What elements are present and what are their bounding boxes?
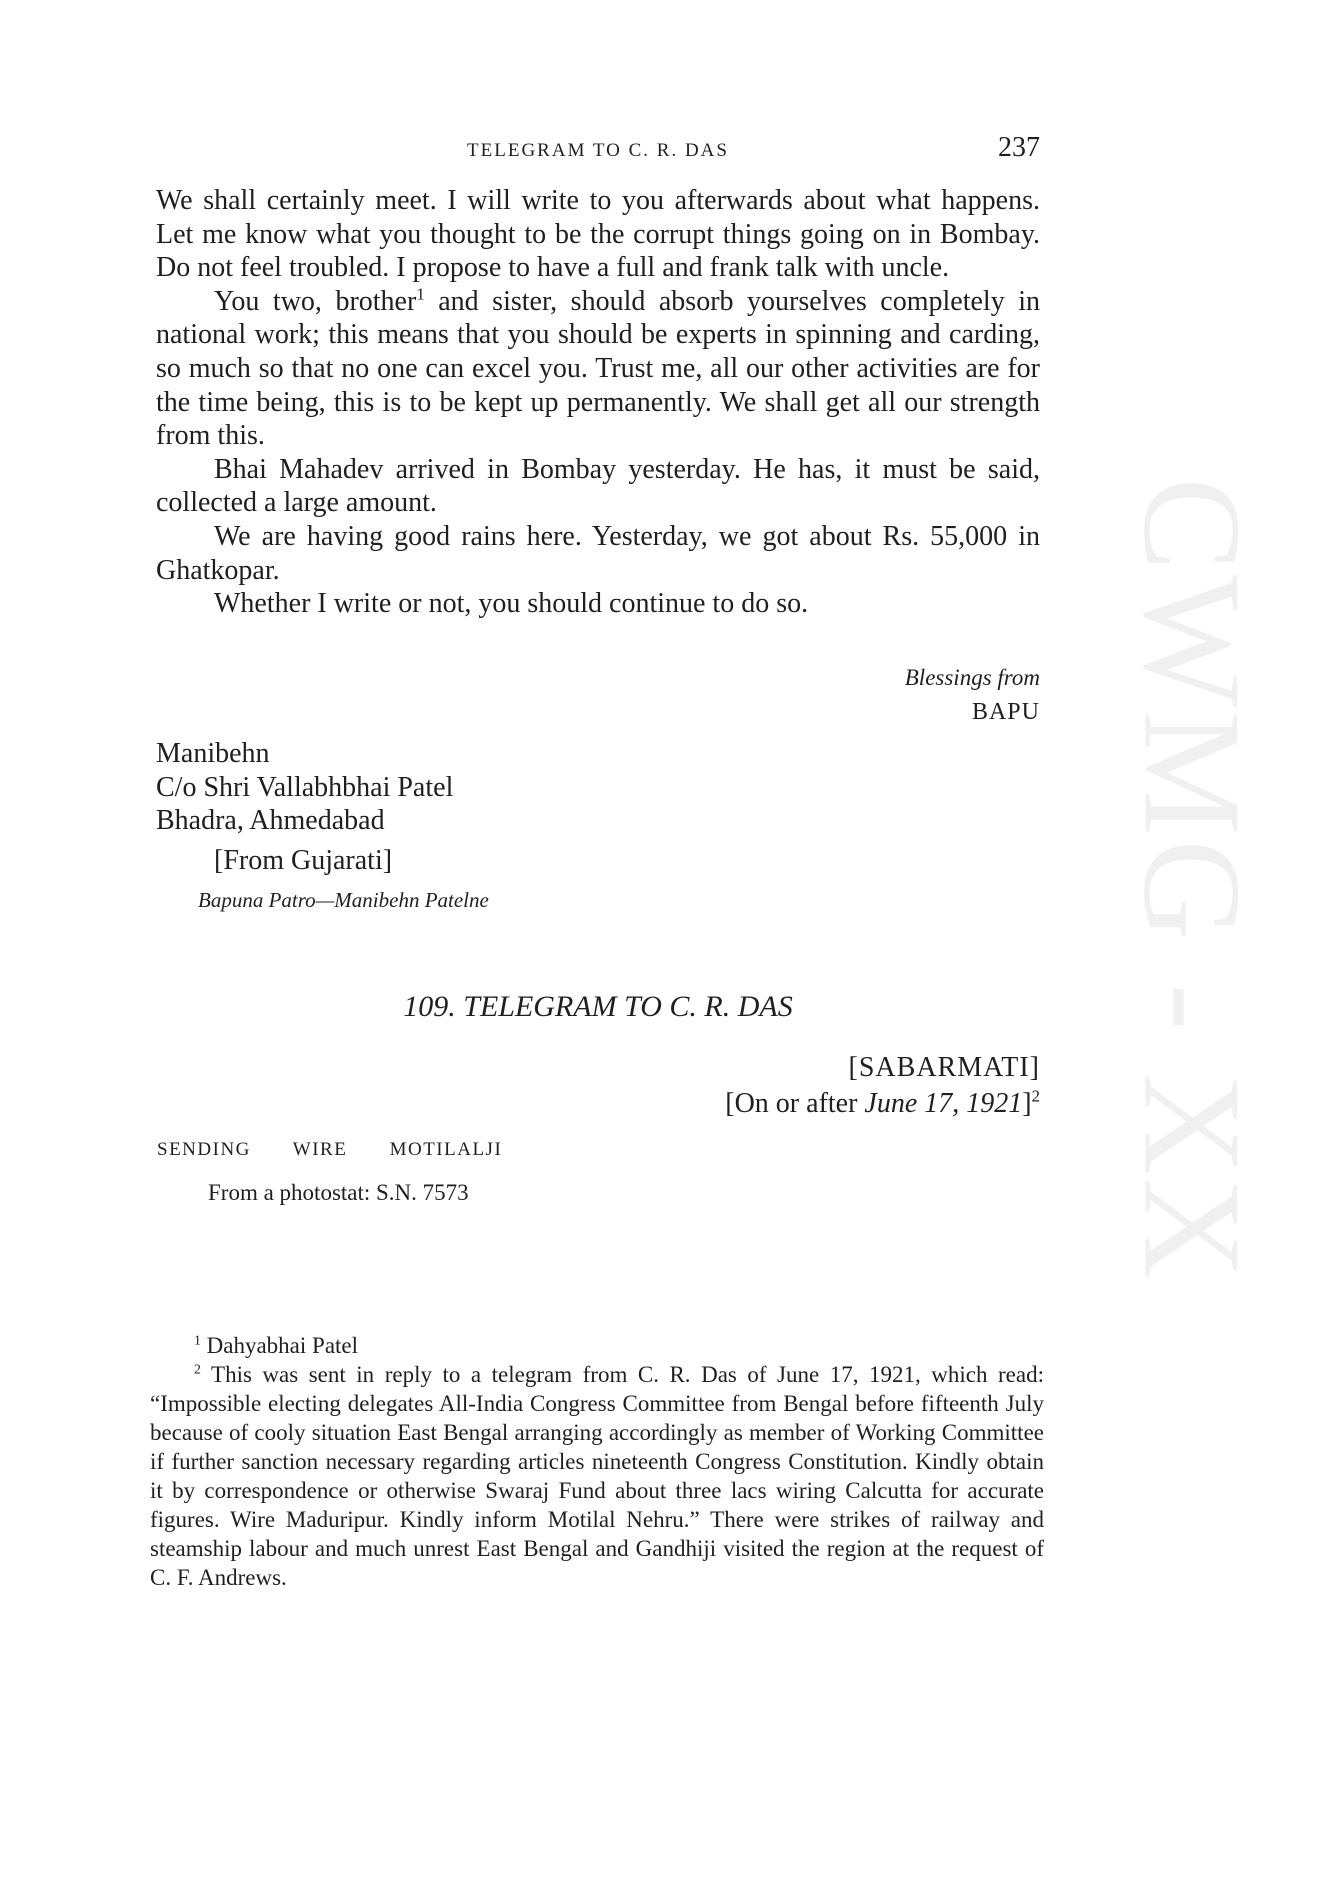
footnote [150,1331,1044,1360]
date-italic: June 17, 1921 [864,1088,1023,1119]
address-line: Bhadra, Ahmedabad [156,805,385,837]
page-number: 237 [998,132,1040,163]
signature: BAPU [971,699,1040,725]
telegram-text: SENDING WIRE MOTILALJI [157,1139,503,1160]
footnote-text: This was sent in reply to a telegram from C. R. Das of June 17, 1921, which read: “Impossible electing delegates All-India Congress Committee from Bengal before fifteenth July because of cooly situation East Bengal arranging accordingly as member of Working Committee if further sanction necessary regarding articles nineteenth Congress Constitution. Kindly obtain it by correspondence or otherwise Swaraj Fund about three lacs wiring Calcutta for accurate figures. Wire Maduripur. Kindly inform Motilal Nehru.” There were strikes of railway and steamship labour and much unrest East Bengal and Gandhiji visited the region at the request of C. F. Andrews. [150,1362,1044,1590]
letter-body [156,184,1040,621]
footnote [150,1360,1044,1592]
address-line: C/o Shri Vallabhbhai Patel [156,771,454,803]
address-line: Manibehn [156,738,270,769]
running-title: TELEGRAM TO C. R. DAS [467,140,729,161]
address-block [156,737,453,838]
translation-note: [From Gujarati] [214,845,393,876]
letter-source: Bapuna Patro—Manibehn Patelne [198,888,489,912]
signature-block [905,662,1040,730]
letter-paragraph: Bhai Mahadev arrived in Bombay yesterday. He has, it must be said, collected a large amount. [156,453,1040,519]
place-date-block [725,1050,1040,1122]
letter-text: and sister, should absorb yourselves completely in national work; this means that you should be experts in spinning and carding, so much so that no one can excel you. Trust me, all our other activities are for the time being, this is to be kept up permanently. We shall get all our strength from this. [156,285,1041,452]
date-line [725,1086,1040,1122]
letter-paragraph: We shall certainly meet. I will write to you afterwards about what happens. Let me know what you thought to be the corrupt things going on in Bombay. Do not feel troubled. I propose to have a full and frank talk with uncle. [156,185,1040,284]
telegram-source: From a photostat: S.N. 7573 [208,1180,469,1205]
letter-paragraph: Whether I write or not, you should continue to do so. [214,588,809,620]
closing: Blessings from [904,665,1040,690]
section-heading: 109. TELEGRAM TO C. R. DAS [403,990,793,1023]
footnote-mark: 2 [1031,1086,1040,1106]
date-suffix: ] [1022,1088,1032,1119]
date-prefix: [On or after [725,1088,865,1119]
letter-paragraph [156,285,1040,453]
footnote-mark: 1 [416,284,425,304]
letter-text: You two, brother [214,285,417,317]
place: [SABARMATI] [848,1052,1040,1083]
running-header [156,132,1040,172]
footnote-number: 1 [194,1332,201,1348]
footnote-number: 2 [194,1361,201,1377]
letter-paragraph: We are having good rains here. Yesterday, we got about Rs. 55,000 in Ghatkopar. [156,520,1040,586]
footnote-text: Dahyabhai Patel [206,1333,359,1358]
cwmg-watermark: CWMG - XX [1114,477,1270,1283]
footnotes [150,1331,1044,1592]
